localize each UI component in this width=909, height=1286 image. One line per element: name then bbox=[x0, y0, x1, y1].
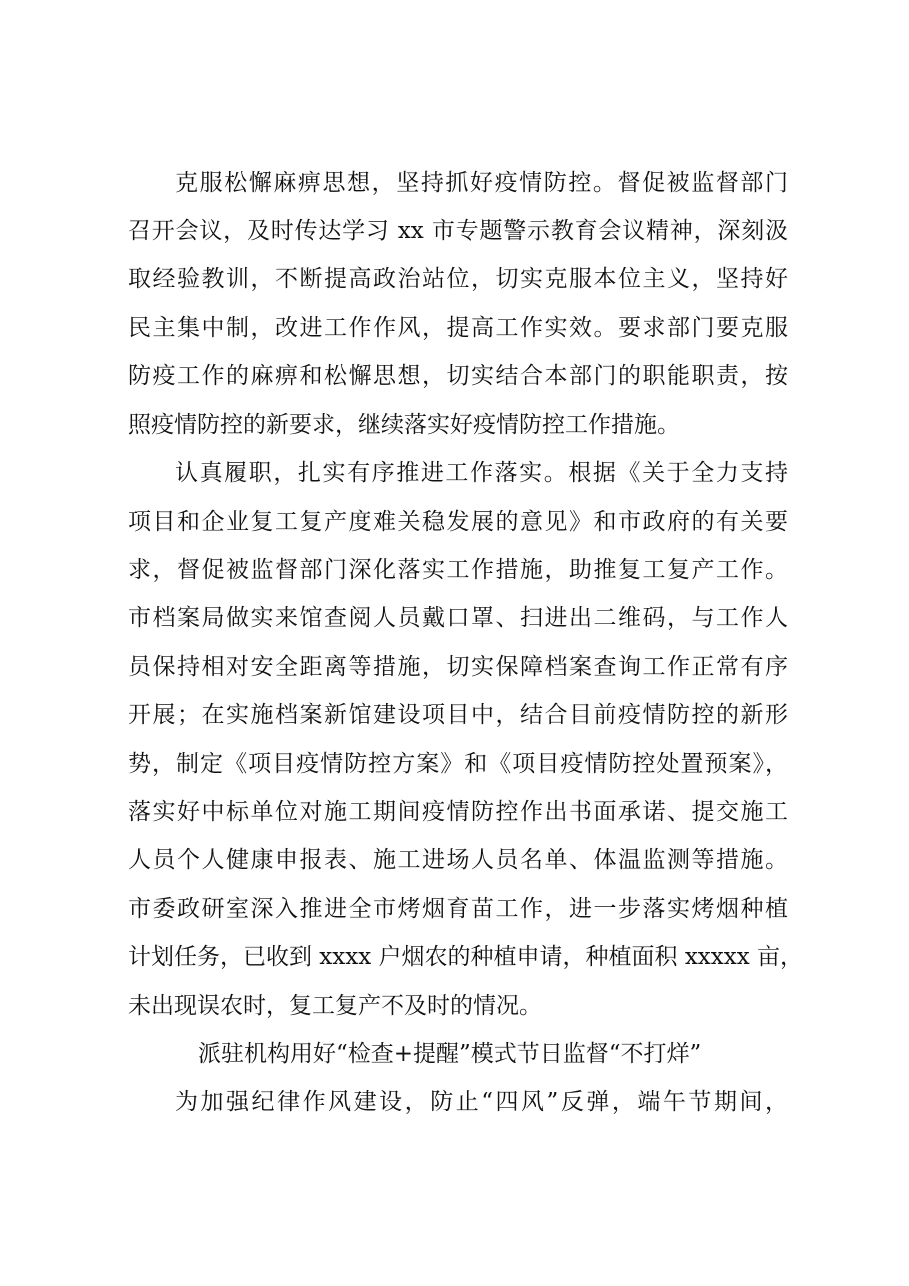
text-line: 民主集中制，改进工作作风，提高工作实效。要求部门要克服 bbox=[128, 315, 788, 341]
heading-text: 派驻机构用好“检查+提醒”模式节日监督“不打烊” bbox=[198, 1041, 702, 1067]
text-line: 计划任务，已收到 xxxx 户烟农的种植申请，种植面积 xxxxx 亩， bbox=[128, 944, 803, 970]
text-line: 落实好中标单位对施工期间疫情防控作出书面承诺、提交施工 bbox=[128, 799, 788, 825]
text-line: 势，制定《项目疫情防控方案》和《项目疫情防控处置预案》， bbox=[128, 751, 788, 777]
text-line: 照疫情防控的新要求，继续落实好疫情防控工作措施。 bbox=[128, 412, 680, 438]
text-line: 项目和企业复工复产度难关稳发展的意见》和市政府的有关要 bbox=[128, 509, 788, 535]
text-line: 人员个人健康申报表、施工进场人员名单、体温监测等措施。 bbox=[128, 847, 788, 873]
text-line: 员保持相对安全距离等措施，切实保障档案查询工作正常有序 bbox=[128, 654, 788, 680]
text-line: 召开会议，及时传达学习 xx 市专题警示教育会议精神，深刻汲 bbox=[128, 218, 788, 244]
text-line: 未出现误农时，复工复产不及时的情况。 bbox=[128, 993, 542, 1019]
text-line: 为加强纪律作风建设，防止“四风”反弹，端午节期间， bbox=[175, 1089, 788, 1115]
text-line: 开展；在实施档案新馆建设项目中，结合目前疫情防控的新形 bbox=[128, 702, 788, 728]
text-line: 取经验教训，不断提高政治站位，切实克服本位主义，坚持好 bbox=[128, 266, 788, 292]
text-line: 认真履职，扎实有序推进工作落实。根据《关于全力支持 bbox=[175, 460, 788, 486]
text-line: 市委政研室深入推进全市烤烟育苗工作，进一步落实烤烟种植 bbox=[128, 896, 788, 922]
text-line: 防疫工作的麻痹和松懈思想，切实结合本部门的职能职责，按 bbox=[128, 363, 788, 389]
text-line: 克服松懈麻痹思想，坚持抓好疫情防控。督促被监督部门 bbox=[175, 170, 788, 196]
text-line: 求，督促被监督部门深化落实工作措施，助推复工复产工作。 bbox=[128, 557, 788, 583]
text-line: 市档案局做实来馆查阅人员戴口罩、扫进出二维码，与工作人 bbox=[128, 605, 788, 631]
